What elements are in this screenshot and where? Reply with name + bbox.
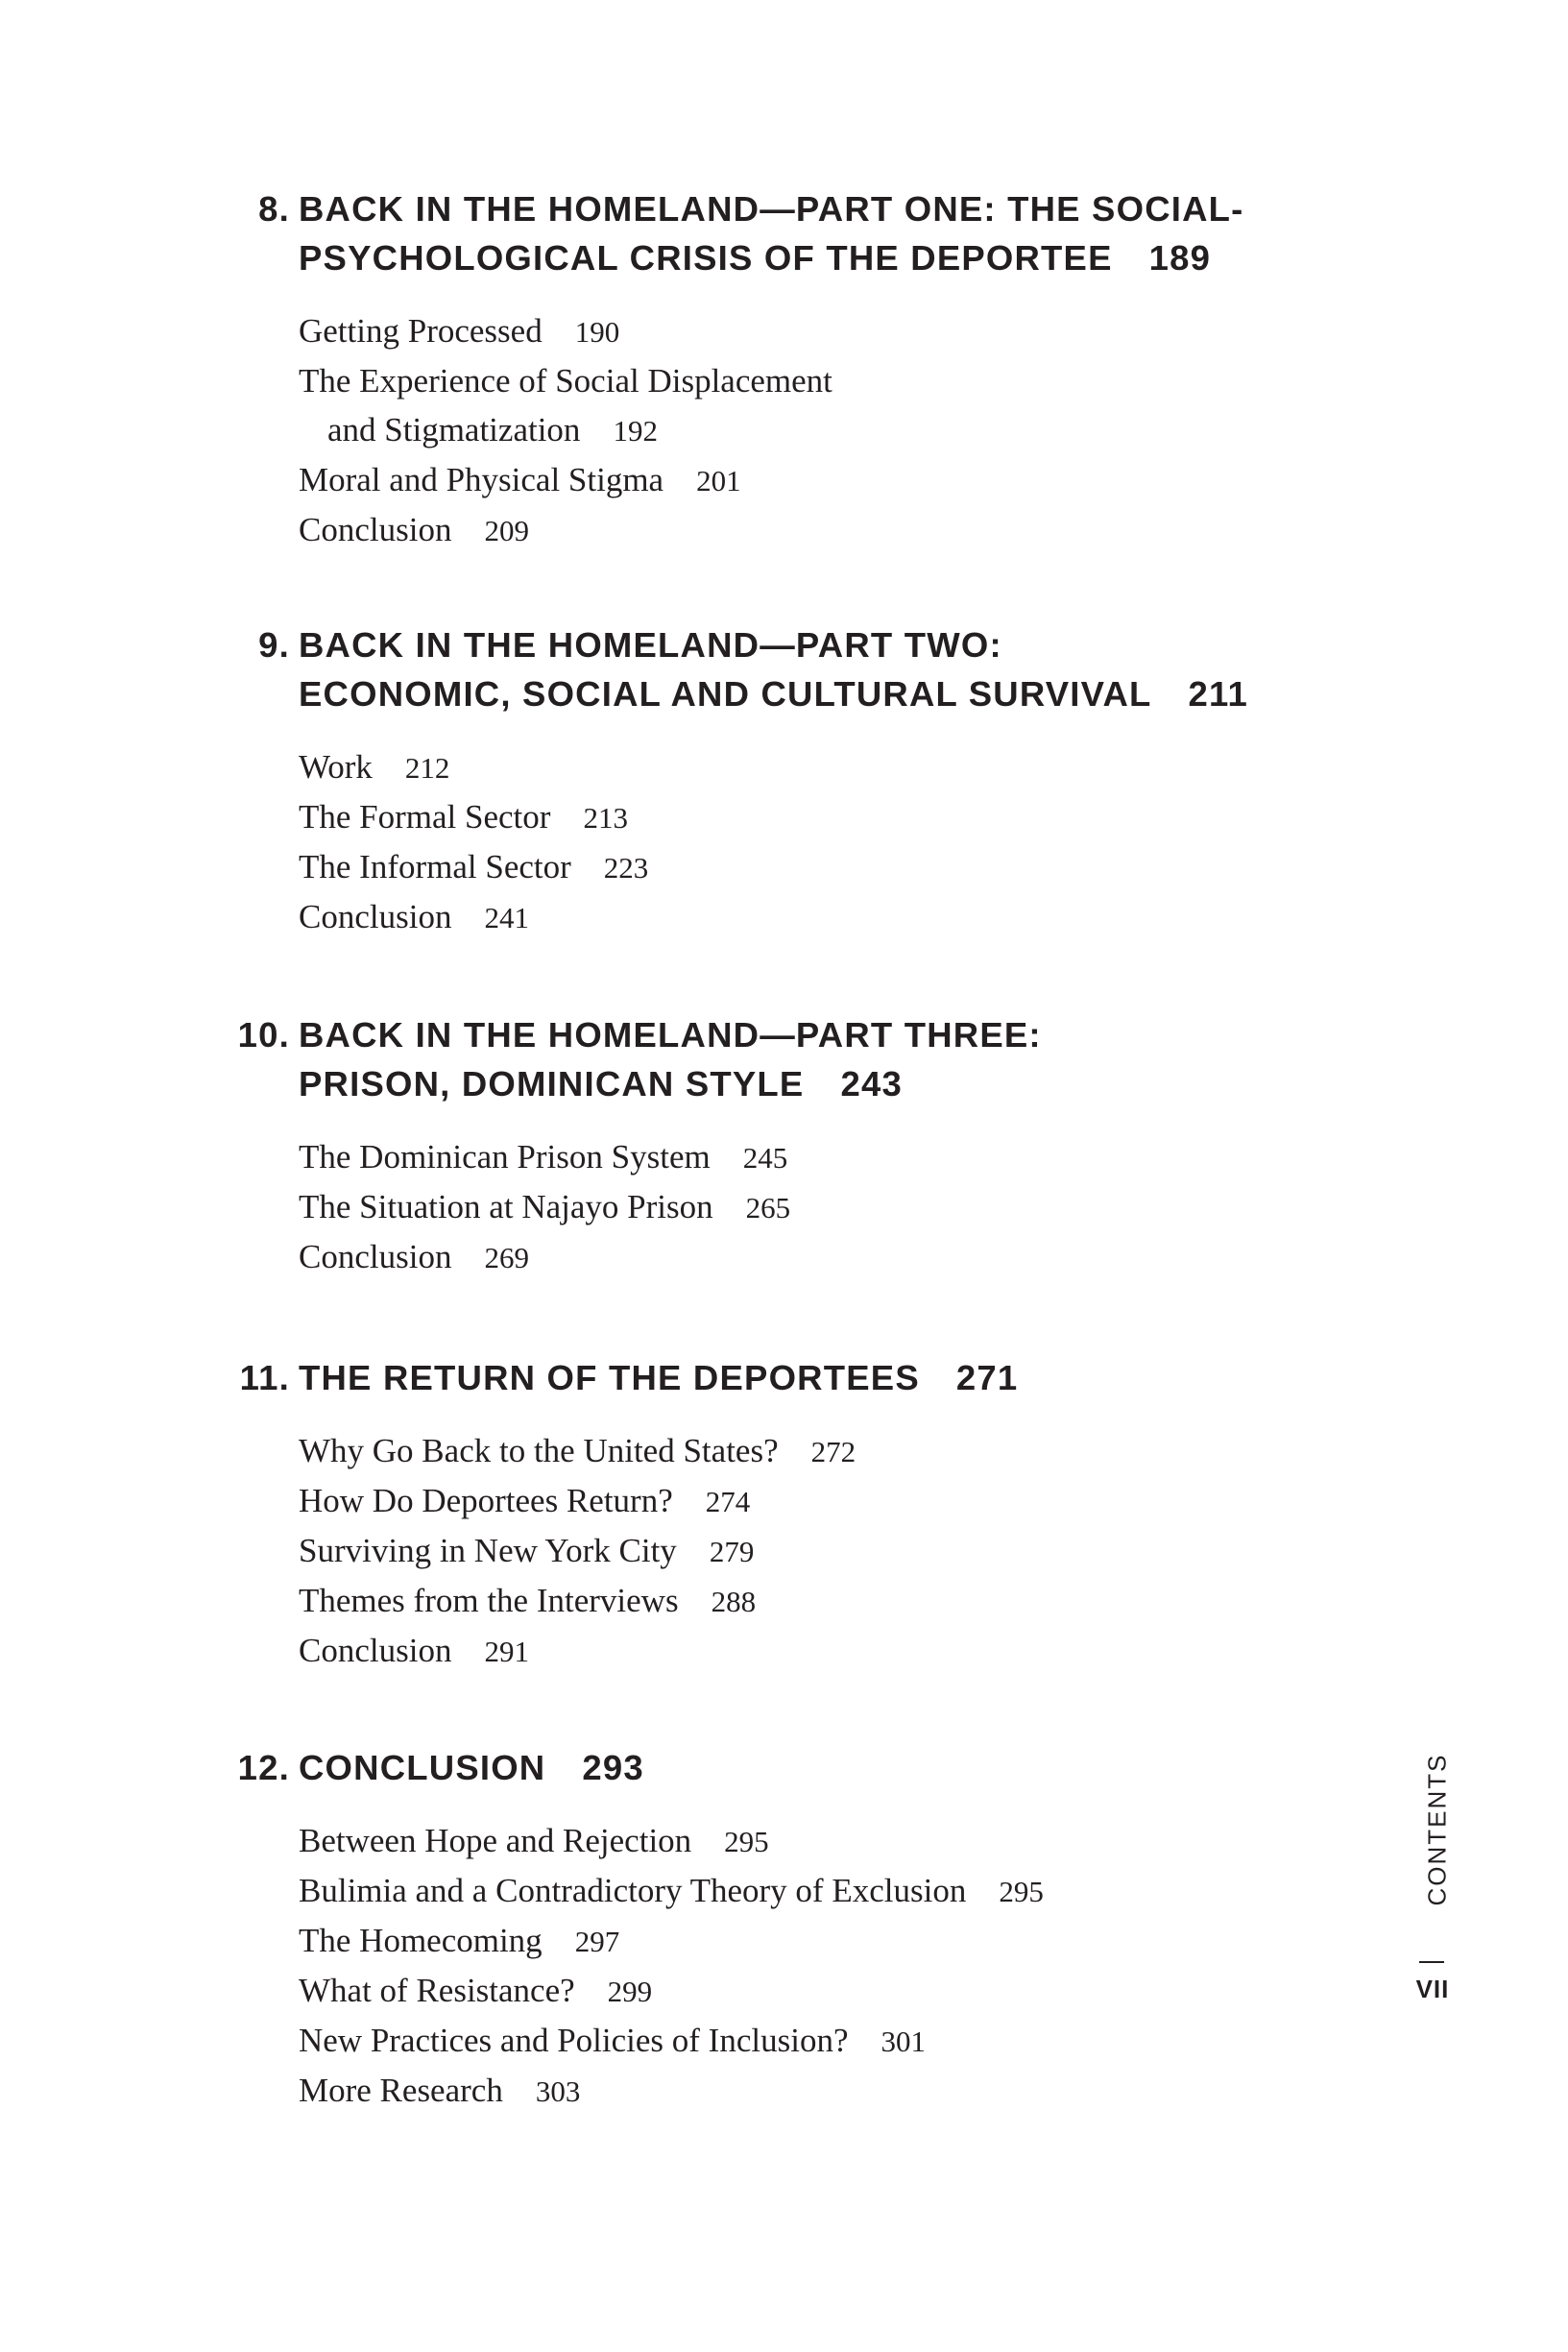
chapter-heading: [0, 620, 1440, 718]
chapter-title-line: [299, 1059, 1440, 1108]
section-entry: [299, 1816, 1440, 1866]
chapter-title-line: [299, 669, 1440, 718]
chapter-11: [0, 1353, 1440, 1676]
section-page-number: 279: [709, 1535, 755, 1568]
section-title: Conclusion: [299, 1238, 452, 1275]
section-title: More Research: [299, 2072, 503, 2109]
section-entry: [299, 1182, 1440, 1232]
section-title: How Do Deportees Return?: [299, 1482, 673, 1519]
section-page-number: 288: [711, 1585, 757, 1618]
chapter-number: 8.: [258, 189, 290, 229]
section-entry: [299, 1426, 1440, 1476]
section-entry: [299, 1232, 1440, 1282]
section-page-number: 291: [484, 1635, 529, 1668]
section-entry: [299, 842, 1440, 892]
chapter-number: 12.: [237, 1748, 290, 1787]
section-entry: [299, 792, 1440, 842]
chapter-title-line: BACK IN THE HOMELAND—PART THREE:: [299, 1015, 1042, 1055]
section-list: [0, 1132, 1440, 1282]
section-title: The Informal Sector: [299, 848, 571, 885]
chapter-number: 10.: [237, 1015, 290, 1055]
chapter-title-text: PRISON, DOMINICAN STYLE: [299, 1064, 805, 1103]
section-entry: [299, 2016, 1440, 2066]
chapter-heading: [0, 184, 1440, 282]
chapter-8: [0, 184, 1440, 555]
section-entry: [299, 505, 1440, 555]
chapter-9: [0, 620, 1440, 942]
section-page-number: 295: [999, 1875, 1044, 1908]
section-entry: [299, 1966, 1440, 2016]
chapter-title-line: [299, 1743, 1440, 1792]
section-title: Bulimia and a Contradictory Theory of Exclusion: [299, 1872, 967, 1909]
section-page-number: 209: [484, 514, 529, 547]
section-title: The Situation at Najayo Prison: [299, 1188, 713, 1225]
section-entry: [299, 742, 1440, 792]
section-list: [0, 306, 1440, 555]
section-page-number: 192: [613, 414, 658, 448]
section-page-number: 241: [484, 901, 529, 934]
chapter-page-number: 271: [955, 1358, 1019, 1397]
section-title-cont-text: and Stigmatization: [327, 411, 581, 449]
section-entry: [299, 1916, 1440, 1966]
chapter-title-text: ECONOMIC, SOCIAL AND CULTURAL SURVIVAL: [299, 674, 1152, 714]
section-page-number: 297: [574, 1925, 620, 1958]
folio-divider: [1419, 1961, 1444, 1963]
section-title: Surviving in New York City: [299, 1532, 677, 1569]
section-title: Getting Processed: [299, 312, 543, 350]
section-title: Themes from the Interviews: [299, 1582, 679, 1619]
section-title-continuation: [299, 405, 1440, 455]
chapter-title-line: [299, 1353, 1440, 1402]
section-title: What of Resistance?: [299, 1972, 575, 2009]
chapter-page-number: 293: [582, 1748, 644, 1787]
section-page-number: 295: [724, 1825, 769, 1858]
chapter-number: 11.: [239, 1358, 290, 1397]
section-entry: [299, 1866, 1440, 1916]
section-entry: [299, 306, 1440, 356]
section-entry: [299, 1626, 1440, 1676]
section-entry: [299, 1576, 1440, 1626]
chapter-title-text: CONCLUSION: [299, 1748, 546, 1787]
section-list: [0, 1426, 1440, 1676]
chapter-heading: [0, 1353, 1440, 1402]
section-entry: [299, 356, 1440, 455]
section-page-number: 213: [583, 801, 628, 835]
section-entry: [299, 2066, 1440, 2116]
section-title: Why Go Back to the United States?: [299, 1432, 779, 1469]
chapter-title-line: [299, 233, 1440, 282]
section-entry: [299, 1526, 1440, 1576]
section-page-number: 299: [607, 1975, 653, 2008]
chapter-title-text: THE RETURN OF THE DEPORTEES: [299, 1358, 920, 1397]
section-title: The Homecoming: [299, 1922, 543, 1959]
section-page-number: 303: [535, 2074, 581, 2108]
running-head-text: CONTENTS: [1422, 1753, 1452, 1906]
chapter-heading: [0, 1010, 1440, 1108]
chapter-title-line: BACK IN THE HOMELAND—PART TWO:: [299, 625, 1002, 665]
section-entry: [299, 1132, 1440, 1182]
section-page-number: 265: [745, 1191, 791, 1224]
chapter-10: [0, 1010, 1440, 1282]
section-page-number: 212: [404, 751, 450, 785]
section-title: New Practices and Policies of Inclusion?: [299, 2022, 849, 2059]
chapter-12: [0, 1743, 1440, 2116]
section-title: The Experience of Social Displacement: [299, 362, 832, 400]
section-title: Conclusion: [299, 511, 452, 548]
section-title: Conclusion: [299, 1632, 452, 1669]
section-list: [0, 1816, 1440, 2116]
section-page-number: 201: [696, 464, 741, 497]
section-title: Conclusion: [299, 898, 452, 935]
section-page-number: 269: [484, 1241, 529, 1274]
section-entry: [299, 455, 1440, 505]
chapter-page-number: 211: [1188, 674, 1249, 714]
chapter-title-line: BACK IN THE HOMELAND—PART ONE: THE SOCIAL-: [299, 189, 1244, 229]
section-page-number: 223: [603, 851, 649, 885]
section-title: Between Hope and Rejection: [299, 1822, 692, 1859]
section-page-number: 274: [705, 1485, 751, 1518]
section-title: Moral and Physical Stigma: [299, 461, 664, 498]
section-page-number: 190: [574, 315, 620, 349]
chapter-page-number: 243: [840, 1064, 903, 1103]
chapter-title-text: PSYCHOLOGICAL CRISIS OF THE DEPORTEE: [299, 238, 1113, 278]
section-page-number: 245: [742, 1141, 788, 1175]
section-entry: [299, 892, 1440, 942]
section-page-number: 301: [880, 2025, 926, 2058]
section-page-number: 272: [810, 1435, 856, 1468]
chapter-heading: [0, 1743, 1440, 1792]
running-head: [1409, 1743, 1466, 1916]
section-title: The Dominican Prison System: [299, 1138, 711, 1176]
section-title: Work: [299, 748, 373, 786]
chapter-number: 9.: [258, 625, 290, 665]
section-title: The Formal Sector: [299, 798, 551, 836]
page-number: VII: [1415, 1975, 1450, 2003]
section-list: [0, 742, 1440, 942]
chapter-page-number: 189: [1148, 238, 1212, 278]
section-entry: [299, 1476, 1440, 1526]
